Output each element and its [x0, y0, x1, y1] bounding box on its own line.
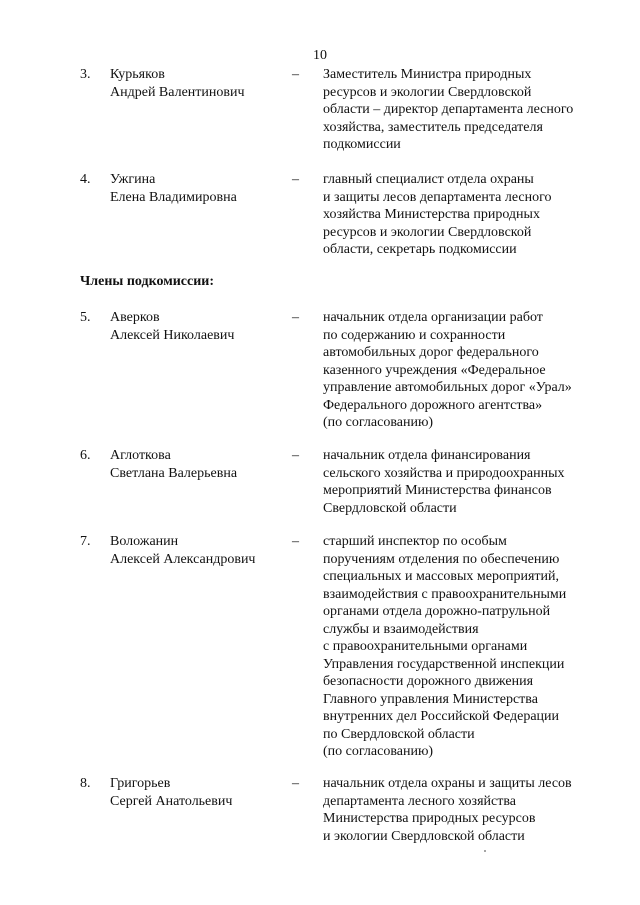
- position-line: с правоохранительными органами: [323, 639, 528, 654]
- member-name: [110, 171, 285, 206]
- member-given-names: Алексей Александрович: [110, 551, 256, 567]
- position-line: начальник отдела организации работ: [323, 310, 543, 325]
- member-position: [323, 171, 613, 259]
- entry-number: 6.: [80, 448, 91, 463]
- entry-dash: –: [292, 310, 299, 325]
- position-line: хозяйства Министерства природных: [323, 207, 540, 222]
- member-position: [323, 309, 613, 432]
- position-line: по содержанию и сохранности: [323, 327, 506, 343]
- entry-dash: –: [292, 534, 299, 549]
- member-surname: Курьяков: [110, 67, 165, 82]
- position-line: Федерального дорожного агентства»: [323, 397, 543, 413]
- member-surname: Аверков: [110, 310, 160, 325]
- entry-dash: –: [292, 776, 299, 791]
- member-given-names: Алексей Николаевич: [110, 327, 235, 343]
- position-line: старший инспектор по особым: [323, 534, 507, 549]
- member-given-names: Елена Владимировна: [110, 189, 237, 205]
- entry-dash: –: [292, 448, 299, 463]
- member-surname: Ужгина: [110, 172, 156, 187]
- member-name: [110, 66, 285, 101]
- member-name: [110, 533, 285, 568]
- position-line: безопасности дорожного движения: [323, 674, 534, 689]
- position-line: Управления государственной инспекции: [323, 656, 565, 672]
- position-line: области – директор департамента лесного: [323, 102, 574, 117]
- position-line: по Свердловской области: [323, 726, 475, 742]
- position-line: казенного учреждения «Федеральное: [323, 362, 546, 378]
- entry-number: 5.: [80, 310, 91, 325]
- position-line: взаимодействия с правоохранительными: [323, 586, 567, 602]
- member-position: [323, 447, 613, 517]
- position-line: управление автомобильных дорог «Урал»: [323, 380, 572, 395]
- member-position: [323, 66, 613, 154]
- position-line: (по согласованию): [323, 744, 434, 759]
- position-line: Главного управления Министерства: [323, 691, 538, 707]
- member-surname: Аглоткова: [110, 448, 171, 463]
- member-name: [110, 309, 285, 344]
- position-line: департамента лесного хозяйства: [323, 793, 516, 809]
- member-given-names: Светлана Валерьевна: [110, 465, 238, 481]
- position-line: Свердловской области: [323, 500, 457, 516]
- entry-number: 4.: [80, 172, 91, 187]
- position-line: начальник отдела финансирования: [323, 448, 531, 463]
- position-line: мероприятий Министерства финансов: [323, 483, 552, 498]
- member-surname: Воложанин: [110, 534, 179, 549]
- position-line: Заместитель Министра природных: [323, 67, 532, 82]
- position-line: подкомиссии: [323, 137, 401, 152]
- position-line: начальник отдела охраны и защиты лесов: [323, 776, 572, 791]
- position-line: Министерства природных ресурсов: [323, 811, 536, 826]
- position-line: (по согласованию): [323, 415, 434, 430]
- position-line: ресурсов и экологии Свердловской: [323, 84, 532, 100]
- entry-dash: –: [292, 67, 299, 82]
- member-position: [323, 533, 613, 761]
- entry-number: 7.: [80, 534, 91, 549]
- position-line: внутренних дел Российской Федерации: [323, 709, 560, 724]
- member-position: [323, 775, 613, 845]
- position-line: области, секретарь подкомиссии: [323, 242, 517, 257]
- position-line: хозяйства, заместитель председателя: [323, 119, 543, 135]
- member-surname: Григорьев: [110, 776, 171, 791]
- entry-number: 8.: [80, 776, 91, 791]
- member-given-names: Андрей Валентинович: [110, 84, 245, 100]
- position-line: сельского хозяйства и природоохранных: [323, 465, 565, 481]
- position-line: специальных и массовых мероприятий,: [323, 569, 560, 584]
- scan-speck: [484, 850, 486, 852]
- entry-number: 3.: [80, 67, 91, 82]
- position-line: поручениям отделения по обеспечению: [323, 551, 560, 567]
- position-line: и экологии Свердловской области: [323, 828, 525, 844]
- page-number: 10: [313, 48, 327, 63]
- position-line: ресурсов и экологии Свердловской: [323, 224, 532, 240]
- member-name: [110, 775, 285, 810]
- position-line: службы и взаимодействия: [323, 621, 479, 637]
- member-name: [110, 447, 285, 482]
- position-line: главный специалист отдела охраны: [323, 172, 534, 187]
- position-line: и защиты лесов департамента лесного: [323, 189, 552, 205]
- entry-dash: –: [292, 172, 299, 187]
- section-heading: Члены подкомиссии:: [80, 274, 215, 289]
- position-line: автомобильных дорог федерального: [323, 345, 539, 360]
- member-given-names: Сергей Анатольевич: [110, 793, 233, 809]
- position-line: органами отдела дорожно-патрульной: [323, 604, 551, 619]
